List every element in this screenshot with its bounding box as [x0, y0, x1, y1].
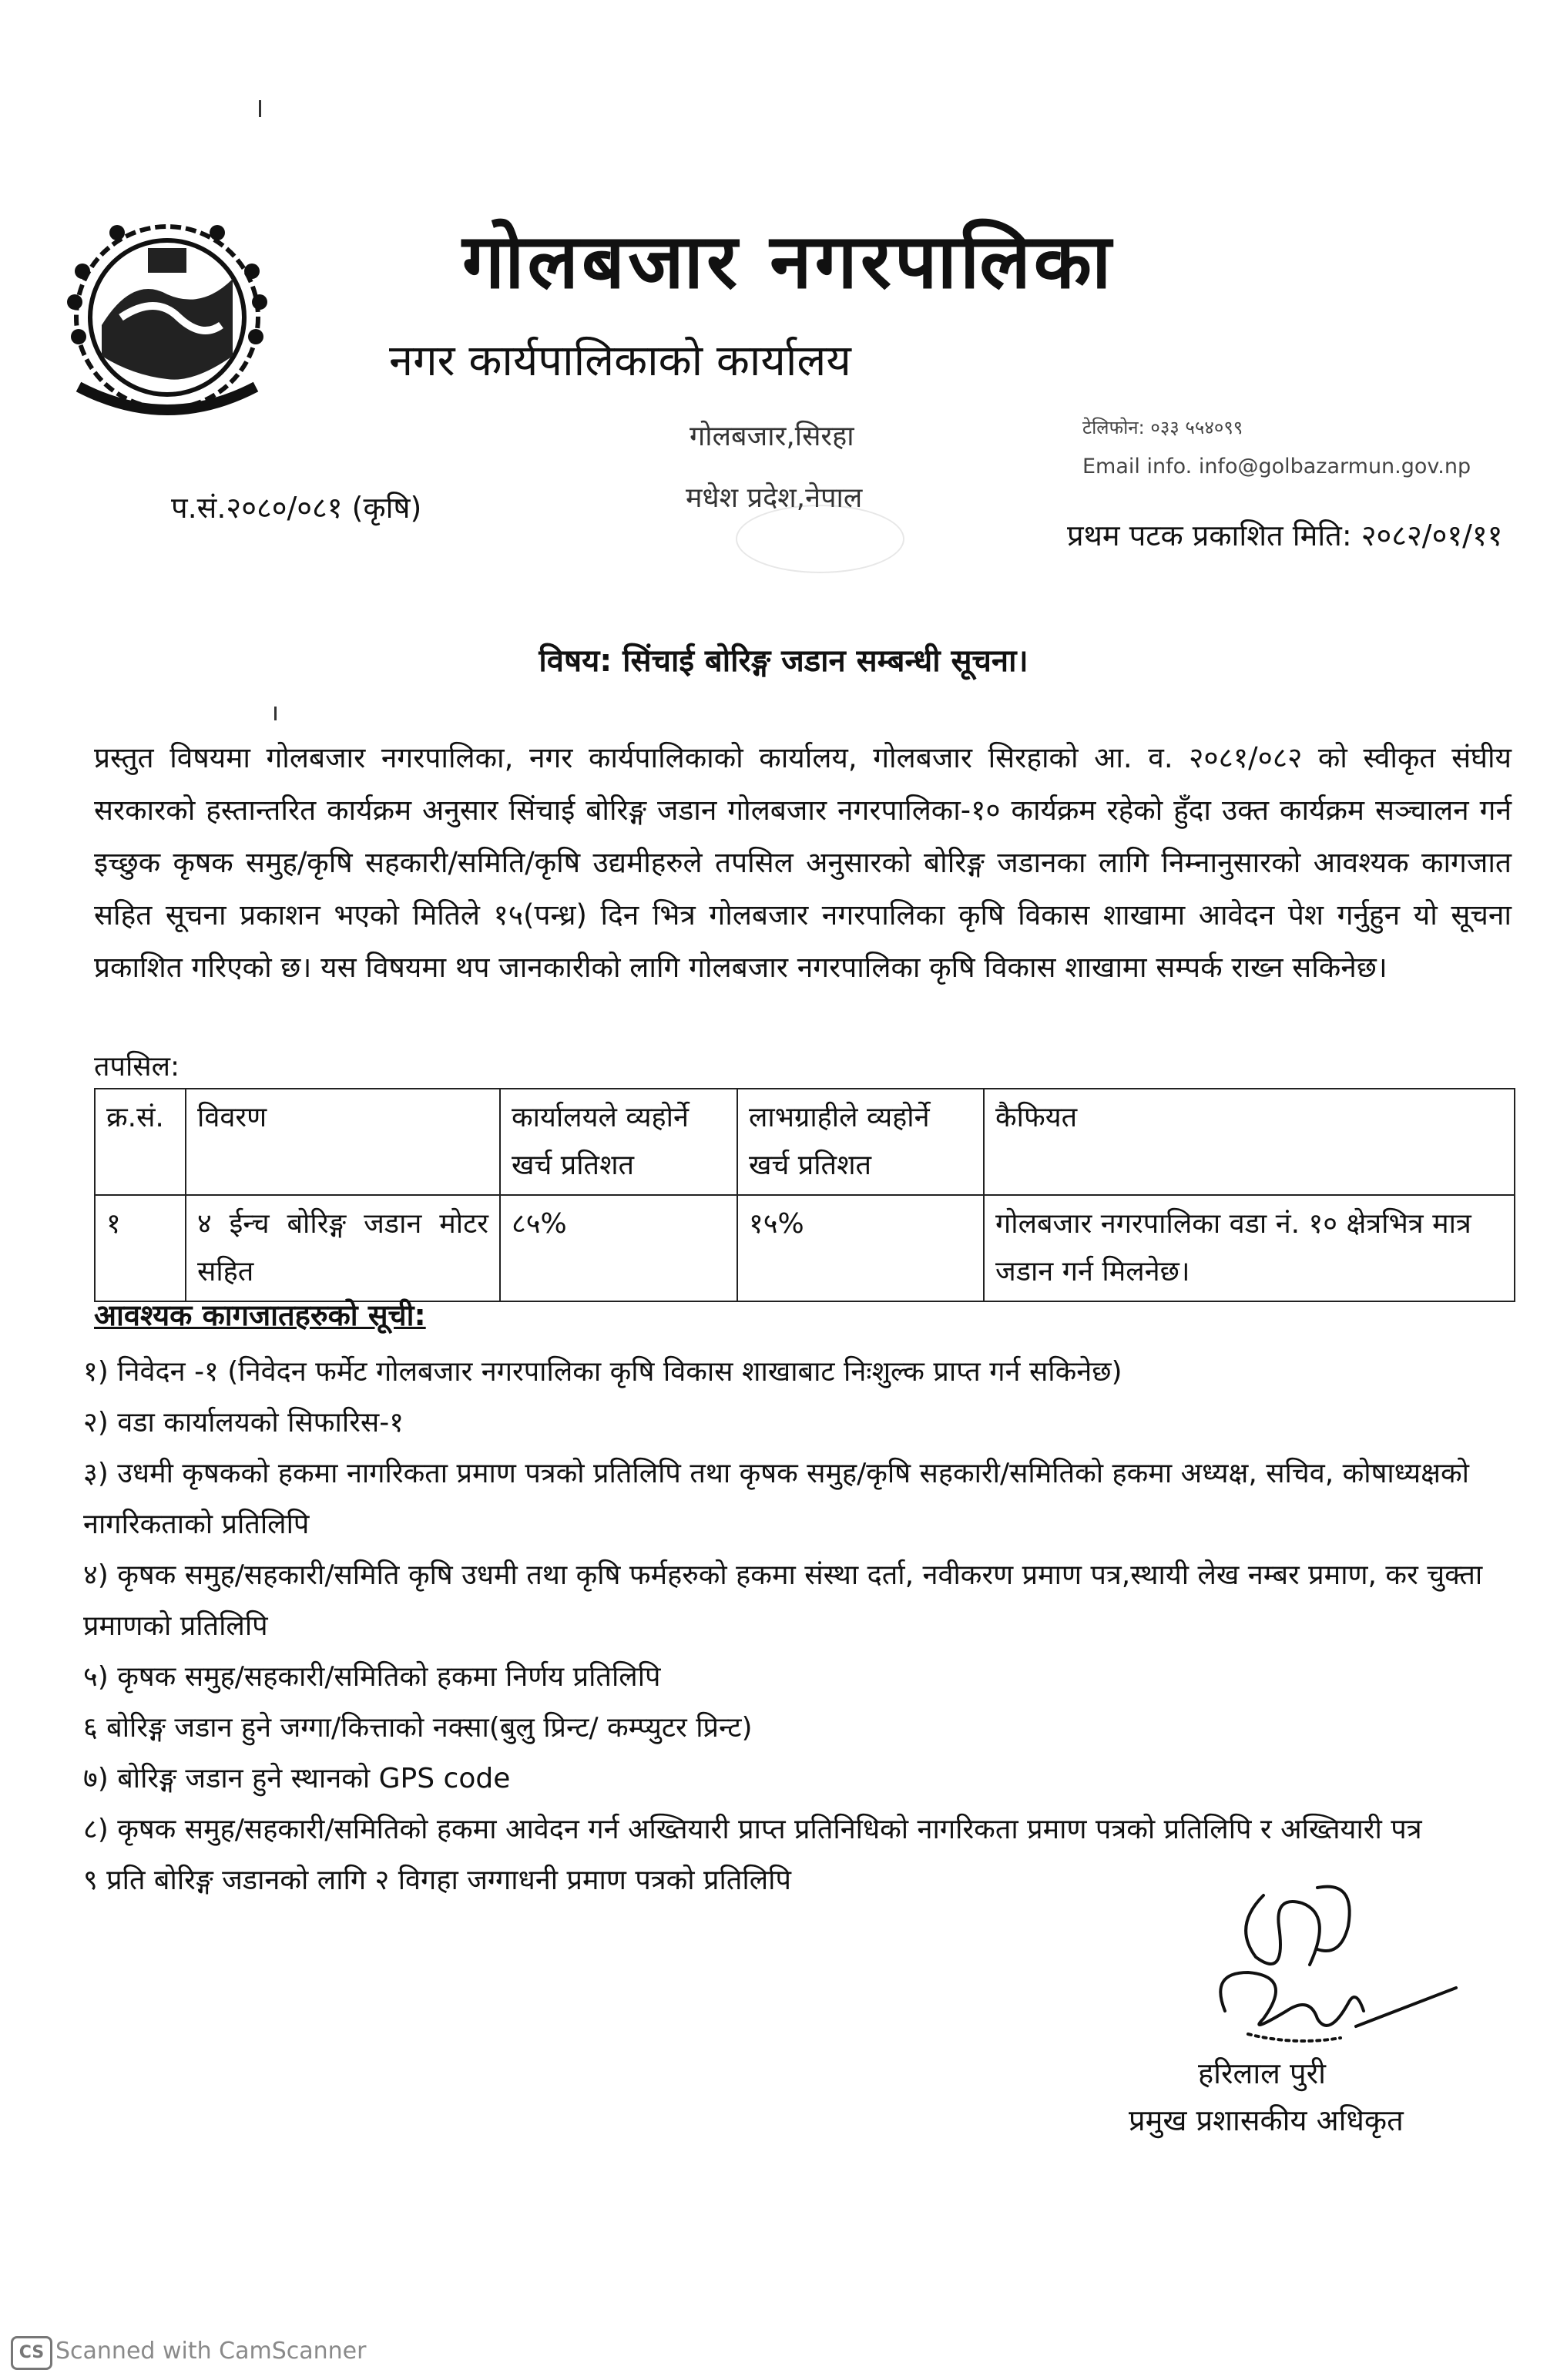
email-address: Email info. info@golbazarmun.gov.np	[1082, 455, 1471, 478]
list-item: ९ प्रति बोरिङ्ग जडानको लागि २ विगहा जग्गाधनी प्रमाण पत्रको प्रतिलिपि	[83, 1865, 791, 1896]
table-header-cell: लाभग्राहीले व्यहोर्ने खर्च प्रतिशत	[737, 1089, 984, 1195]
signer-title: प्रमुख प्रशासकीय अधिकृत	[1129, 2103, 1404, 2137]
office-subtitle: नगर कार्यपालिकाको कार्यालय	[389, 336, 851, 386]
address-line-1: गोलबजार,सिरहा	[690, 421, 854, 452]
list-item: ४) कृषक समुह/सहकारी/समिति कृषि उधमी तथा कृषि फर्महरुको हकमा संस्था दर्ता, नवीकरण प्रमाण पत्र,स्थायी लेख नम्बर प्रमाण, कर चुक्ता प्रमाणको प्रतिलिपि	[83, 1559, 1483, 1642]
table-row	[95, 1195, 1515, 1301]
scan-mark	[259, 100, 261, 117]
table-cell: गोलबजार नगरपालिका वडा नं. १० क्षेत्रभित्र मात्र जडान गर्न मिलनेछ।	[984, 1195, 1515, 1301]
notice-body: प्रस्तुत विषयमा गोलबजार नगरपालिका, नगर कार्यपालिकाको कार्यालय, गोलबजार सिरहाको आ. व. २०८१/०८२ को स्वीकृत संघीय सरकारको हस्तान्तरित कार्यक्रम अनुसार सिंचाई बोरिङ्ग जडान गोलबजार नगरपालिका-१० कार्यक्रम रहेको हुँदा उक्त कार्यक्रम सञ्चालन गर्न इच्छुक कृषक समुह/कृषि सहकारी/समिति/कृषि उद्यमीहरुले तपसिल अनुसारको बोरिङ्ग जडानका लागि निम्नानुसारको आवश्यक कागजात सहित सूचना प्रकाशन भएको मितिले १५(पन्ध्र) दिन भित्र गोलबजार नगरपालिका कृषि विकास शाखामा आवेदन पेश गर्नुहुन यो सूचना प्रकाशित गरिएको छ। यस विषयमा थप जानकारीको लागि गोलबजार नगरपालिका कृषि विकास शाखामा सम्पर्क राख्न सकिनेछ।	[94, 741, 1512, 984]
list-item: ८) कृषक समुह/सहकारी/समितिको हकमा आवेदन गर्न अख्तियारी प्राप्त प्रतिनिधिको नागरिकता प्रमाण पत्रको प्रतिलिपि र अख्तियारी पत्र	[83, 1814, 1422, 1845]
scanner-watermark-text: Scanned with CamScanner	[55, 2338, 367, 2365]
subject-text: विषय: सिंचाई बोरिङ्ग जडान सम्बन्धी सूचना।	[539, 643, 1028, 679]
table-header-cell: कार्यालयले व्यहोर्ने खर्च प्रतिशत	[500, 1089, 737, 1195]
list-item: ३) उधमी कृषकको हकमा नागरिकता प्रमाण पत्रको प्रतिलिपि तथा कृषक समुह/कृषि सहकारी/समितिको हकमा अध्यक्ष, सचिव, कोषाध्यक्षको नागरिकताको प्रतिलिपि	[83, 1458, 1469, 1540]
table-header-cell: कैफियत	[984, 1089, 1515, 1195]
tapsil-label: तपसिल:	[94, 1051, 180, 1083]
table-cell: १	[95, 1195, 186, 1301]
table-cell: ४ ईन्च बोरिङ्ग जडान मोटर सहित	[186, 1195, 500, 1301]
faint-stamp	[736, 505, 904, 573]
list-item: १) निवेदन -१ (निवेदन फर्मेट गोलबजार नगरपालिका कृषि विकास शाखाबाट निःशुल्क प्राप्त गर्न सकिनेछ)	[83, 1356, 1122, 1388]
table-header-cell: क्र.सं.	[95, 1089, 186, 1195]
table-header-row	[95, 1089, 1515, 1195]
requirements-list	[83, 1347, 1516, 1906]
subject-line	[0, 638, 1567, 680]
phone-number: टेलिफोन: ०३३ ५५४०९९	[1082, 417, 1243, 438]
requirements-title: आवश्यक कागजातहरुको सूची:	[94, 1298, 426, 1332]
list-item: २) वडा कार्यालयको सिफारिस-१	[83, 1407, 404, 1438]
table-cell: १५%	[737, 1195, 984, 1301]
list-item: ५) कृषक समुह/सहकारी/समितिको हकमा निर्णय प्रतिलिपि	[83, 1661, 661, 1693]
table-cell: ८५%	[500, 1195, 737, 1301]
published-date: प्रथम पटक प्रकाशित मिति: २०८२/०१/११	[1067, 519, 1503, 552]
address-line-2: मधेश प्रदेश,नेपाल	[686, 482, 863, 514]
boring-table	[94, 1088, 1515, 1302]
signer-name: हरिलाल पुरी	[1198, 2056, 1326, 2090]
list-item: ७) बोरिङ्ग जडान हुने स्थानको GPS code	[83, 1763, 511, 1794]
scan-mark	[274, 707, 277, 720]
signature	[1202, 1880, 1479, 2065]
municipality-title: गोलबजार नगरपालिका	[462, 218, 1115, 306]
reference-number: प.सं.२०८०/०८१ (कृषि)	[171, 491, 422, 525]
nepal-emblem-icon	[48, 202, 287, 433]
list-item: ६ बोरिङ्ग जडान हुने जग्गा/कित्ताको नक्सा(बुलु प्रिन्ट/ कम्प्युटर प्रिन्ट)	[83, 1712, 753, 1744]
camscanner-logo-icon: CS	[11, 2336, 52, 2370]
table-header-cell: विवरण	[186, 1089, 500, 1195]
